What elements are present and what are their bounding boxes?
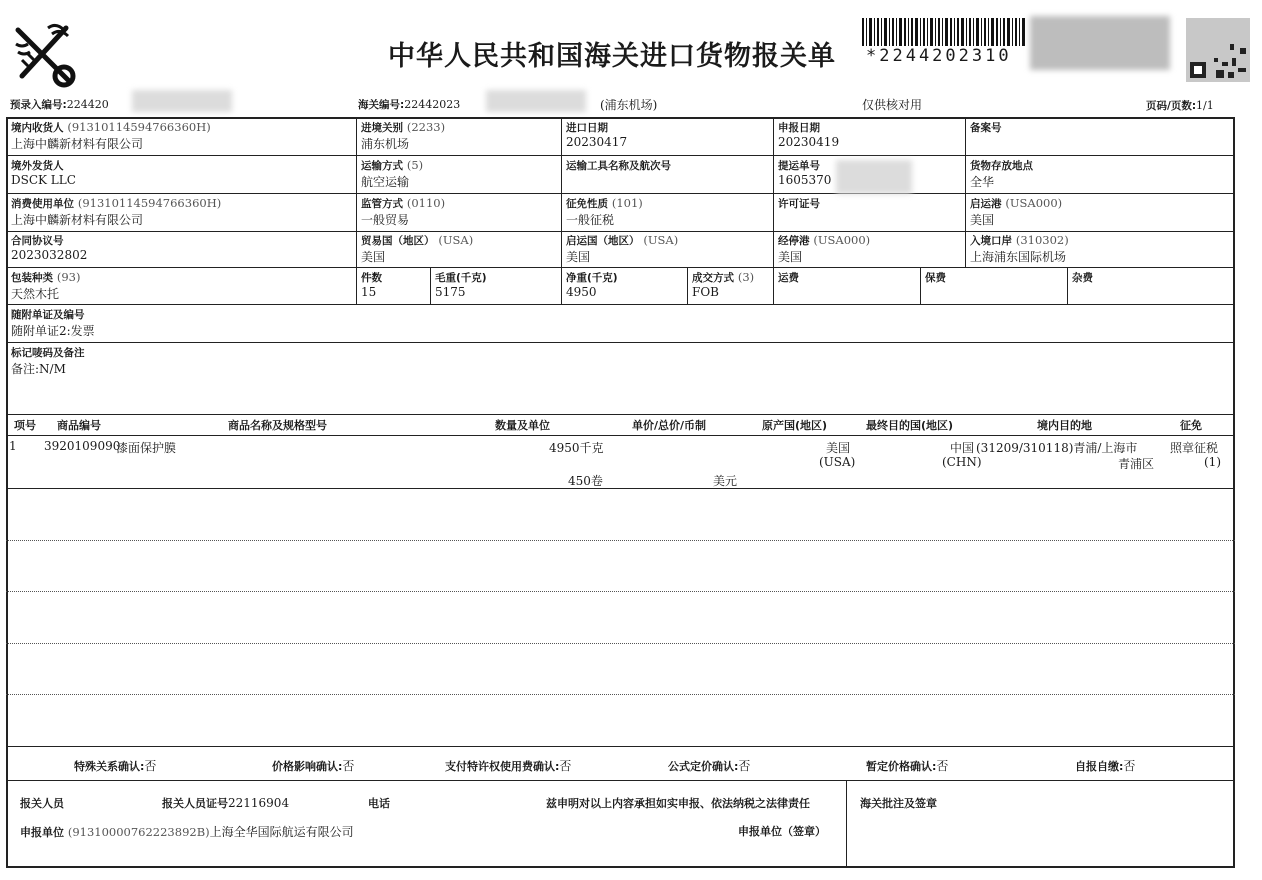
- col-header-quantity: 数量及单位: [495, 419, 550, 432]
- pieces-value: 15: [361, 285, 377, 299]
- confirmation-label: 自报自缴:: [1075, 760, 1124, 773]
- transport-mode-label: 运输方式: [361, 160, 403, 172]
- docs-field: [11, 307, 95, 339]
- confirmation-value: 否: [1123, 759, 1136, 773]
- misc-fee-field: [1072, 270, 1093, 285]
- levy-mode-code: (1): [1204, 455, 1221, 469]
- entry-customs-value: 浦东机场: [361, 137, 410, 151]
- form-border: [6, 117, 1235, 868]
- departure-port-value: 美国: [970, 213, 995, 227]
- trade-country-code: (USA): [438, 233, 474, 247]
- import-date-value: 20230417: [566, 135, 628, 149]
- insurance-label: 保费: [925, 272, 946, 284]
- confirmation-royalty: [445, 757, 571, 774]
- record-no-label: 备案号: [970, 122, 1002, 134]
- confirmation-label: 支付特许权使用费确认:: [445, 760, 560, 773]
- transit-port-code: (USA000): [813, 233, 871, 247]
- col-header-domestic-dest: 境内目的地: [1037, 419, 1092, 432]
- transport-mode-field: [361, 158, 423, 190]
- row-dashed-line: [6, 643, 1235, 644]
- check-only-note: 仅供核对用: [862, 98, 923, 112]
- trade-country-field: [361, 233, 473, 265]
- customs-no-label: 海关编号:: [358, 99, 405, 111]
- origin-country-code: (USA): [819, 455, 856, 469]
- confirmation-label: 价格影响确认:: [272, 760, 343, 773]
- consignee-field: [11, 120, 211, 152]
- item-no: 1: [9, 439, 17, 453]
- row-line: [6, 414, 1235, 415]
- confirmation-value: 否: [559, 759, 572, 773]
- departure-port-code: (USA000): [1005, 196, 1063, 210]
- confirmation-label: 特殊关系确认:: [74, 760, 145, 773]
- hs-code: 3920109090: [44, 439, 121, 453]
- barcode-text: *2244202310: [866, 46, 1012, 66]
- confirmation-provisional-price: [866, 757, 948, 774]
- departure-port-label: 启运港: [970, 198, 1002, 210]
- docs-value: 随附单证2:发票: [11, 324, 95, 338]
- unit-code: (91310000762223892B): [67, 825, 210, 839]
- net-weight-value: 4950: [566, 285, 597, 299]
- col-header-destination: 最终目的国(地区): [866, 419, 954, 432]
- row-line: [6, 193, 1235, 194]
- consignee-value: 上海中麟新材料有限公司: [11, 137, 144, 151]
- row-line: [6, 231, 1235, 232]
- declare-date-field: [778, 120, 839, 149]
- row-line: [6, 746, 1235, 747]
- col-header-item-no: 项号: [14, 419, 36, 432]
- consignee-label: 境内收货人: [11, 122, 64, 134]
- unit-value: 上海全华国际航运有限公司: [209, 825, 354, 839]
- entry-port-code: (310302): [1015, 233, 1069, 247]
- confirmation-value: 否: [342, 759, 355, 773]
- pieces-field: [361, 270, 382, 299]
- col-line: [1067, 267, 1068, 304]
- insurance-field: [925, 270, 946, 285]
- package-field: [11, 270, 80, 302]
- page-number: [1146, 98, 1214, 113]
- license-label: 许可证号: [778, 198, 820, 210]
- supervision-label: 监管方式: [361, 198, 403, 210]
- row-line: [6, 780, 1235, 781]
- pieces-label: 件数: [361, 272, 382, 284]
- page-label: 页码/页数:: [1146, 100, 1197, 112]
- qr-code: [1186, 18, 1250, 82]
- unit-label: 申报单位: [20, 826, 64, 839]
- levy-nature-field: [566, 196, 643, 228]
- col-header-price: 单价/总价/币制: [632, 419, 707, 432]
- row-line: [6, 155, 1235, 156]
- levy-mode: 照章征税: [1170, 441, 1219, 455]
- row-line: [6, 342, 1235, 343]
- confirmation-value: 否: [738, 759, 751, 773]
- confirmation-label: 暂定价格确认:: [866, 760, 937, 773]
- user-label: 消费使用单位: [11, 198, 74, 210]
- declarant-cert: [162, 795, 289, 811]
- row-dashed-line: [6, 694, 1235, 695]
- col-header-levy: 征免: [1180, 419, 1202, 432]
- entry-customs-code: (2233): [406, 120, 446, 134]
- deal-label: 成交方式: [692, 272, 734, 284]
- freight-field: [778, 270, 799, 285]
- bl-label: 提运单号: [778, 160, 820, 172]
- net-weight-label: 净重(千克): [566, 272, 618, 284]
- marks-field: [11, 345, 85, 377]
- marks-value: 备注:N/M: [11, 362, 66, 376]
- table-row: [6, 436, 1235, 488]
- contract-field: [11, 233, 87, 262]
- dest-country-code: (CHN): [942, 455, 982, 469]
- package-label: 包装种类: [11, 272, 53, 284]
- customs-no-value: 22442023: [404, 98, 461, 111]
- dest-country: 中国: [950, 441, 975, 455]
- col-header-name: 商品名称及规格型号: [228, 419, 327, 432]
- quantity-1: 4950千克: [549, 441, 604, 455]
- marks-label: 标记唛码及备注: [11, 347, 85, 359]
- confirmation-special-relation: [74, 757, 156, 774]
- gross-weight-label: 毛重(千克): [435, 272, 487, 284]
- confirmation-value: 否: [936, 759, 949, 773]
- port-note: (浦东机场): [600, 98, 658, 112]
- currency: 美元: [713, 474, 738, 488]
- shipper-value: DSCK LLC: [11, 173, 76, 187]
- barcode-redaction: [1030, 16, 1170, 70]
- origin-country-value: 美国: [566, 250, 591, 264]
- entry-customs-field: [361, 120, 445, 152]
- package-code: (93): [56, 270, 81, 284]
- unit-seal-label: 申报单位（签章）: [738, 825, 826, 838]
- entry-port-value: 上海浦东国际机场: [970, 250, 1067, 264]
- import-date-label: 进口日期: [566, 122, 608, 134]
- declaration-statement: 兹申明对以上内容承担如实申报、依法纳税之法律责任: [546, 797, 810, 810]
- customs-no: [358, 97, 460, 112]
- col-header-origin: 原产国(地区): [762, 419, 828, 432]
- pre-entry-no: [10, 97, 109, 112]
- trade-country-label: 贸易国（地区）: [361, 235, 435, 247]
- confirmation-value: 否: [144, 759, 157, 773]
- goods-name: 漆面保护膜: [116, 441, 177, 455]
- confirmation-formula-pricing: [668, 757, 750, 774]
- supervision-field: [361, 196, 445, 228]
- col-line: [430, 267, 431, 304]
- page-title: 中华人民共和国海关进口货物报关单: [388, 41, 836, 72]
- storage-field: [970, 158, 1033, 190]
- declarant-label: 报关人员: [20, 797, 64, 810]
- transport-mode-code: (5): [406, 158, 424, 172]
- col-line: [920, 267, 921, 304]
- confirmation-price-influence: [272, 757, 354, 774]
- pre-entry-value: 224420: [66, 98, 109, 111]
- net-weight-field: [566, 270, 618, 299]
- origin-country-code: (USA): [643, 233, 679, 247]
- contract-label: 合同协议号: [11, 235, 64, 247]
- gross-weight-field: [435, 270, 487, 299]
- col-line: [561, 117, 562, 304]
- storage-label: 货物存放地点: [970, 160, 1033, 172]
- declarant-cert-value: 22116904: [228, 796, 290, 810]
- confirmation-self-pay: [1075, 757, 1135, 774]
- user-field: [11, 196, 221, 228]
- declare-date-value: 20230419: [778, 135, 840, 149]
- page-value: 1/1: [1196, 99, 1214, 112]
- levy-nature-value: 一般征税: [566, 213, 615, 227]
- storage-value: 全华: [970, 175, 995, 189]
- record-no-field: [970, 120, 1002, 135]
- phone-label: 电话: [368, 797, 390, 810]
- domestic-dest-2: 青浦区: [1118, 457, 1155, 471]
- col-line: [687, 267, 688, 304]
- row-dashed-line: [6, 591, 1235, 592]
- entry-port-field: [970, 233, 1069, 265]
- vehicle-label: 运输工具名称及航次号: [566, 160, 671, 172]
- row-line: [6, 304, 1235, 305]
- freight-label: 运费: [778, 272, 799, 284]
- confirmation-label: 公式定价确认:: [668, 760, 739, 773]
- col-line: [965, 117, 966, 267]
- origin-country-field: [566, 233, 678, 265]
- customs-emblem: [8, 18, 80, 90]
- package-value: 天然木托: [11, 287, 60, 301]
- supervision-value: 一般贸易: [361, 213, 410, 227]
- col-line: [846, 780, 847, 868]
- transit-port-value: 美国: [778, 250, 803, 264]
- consignee-code: (91310114594766360H): [67, 120, 211, 134]
- user-code: (91310114594766360H): [77, 196, 222, 210]
- vehicle-field: [566, 158, 671, 173]
- levy-nature-label: 征免性质: [566, 198, 608, 210]
- pre-entry-redaction: [132, 90, 232, 112]
- gross-weight-value: 5175: [435, 285, 466, 299]
- misc-fee-label: 杂费: [1072, 272, 1093, 284]
- license-field: [778, 196, 820, 211]
- declarant-cert-label: 报关人员证号: [162, 797, 228, 810]
- deal-field: [692, 270, 754, 299]
- user-value: 上海中麟新材料有限公司: [11, 213, 144, 227]
- declare-date-label: 申报日期: [778, 122, 820, 134]
- col-header-hs-code: 商品编号: [57, 419, 101, 432]
- departure-port-field: [970, 196, 1062, 228]
- bl-value: 1605370: [778, 173, 832, 187]
- supervision-code: (0110): [406, 196, 446, 210]
- transit-port-field: [778, 233, 870, 265]
- levy-nature-code: (101): [611, 196, 643, 210]
- row-line: [6, 267, 1235, 268]
- shipper-label: 境外发货人: [11, 160, 64, 172]
- entry-port-label: 入境口岸: [970, 235, 1012, 247]
- transit-port-label: 经停港: [778, 235, 810, 247]
- customs-no-redaction: [486, 90, 586, 112]
- shipper-field: [11, 158, 76, 187]
- origin-country-label: 启运国（地区）: [566, 235, 640, 247]
- deal-code: (3): [737, 270, 755, 284]
- customs-sign-label: 海关批注及签章: [860, 797, 937, 810]
- import-date-field: [566, 120, 627, 149]
- trade-country-value: 美国: [361, 250, 386, 264]
- row-dashed-line: [6, 540, 1235, 541]
- docs-label: 随附单证及编号: [11, 309, 85, 321]
- col-line: [773, 117, 774, 304]
- deal-value: FOB: [692, 285, 719, 299]
- domestic-dest: (31209/310118)青浦/上海市: [976, 441, 1138, 455]
- pre-entry-label: 预录入编号:: [10, 99, 67, 111]
- declaring-unit: [20, 823, 354, 840]
- bl-field: [778, 158, 831, 187]
- transport-mode-value: 航空运输: [361, 175, 410, 189]
- row-line: [6, 488, 1235, 489]
- contract-value: 2023032802: [11, 248, 88, 262]
- entry-customs-label: 进境关别: [361, 122, 403, 134]
- bl-redaction: [836, 160, 912, 194]
- origin-country: 美国: [826, 441, 851, 455]
- col-line: [356, 117, 357, 304]
- quantity-2: 450卷: [568, 474, 603, 488]
